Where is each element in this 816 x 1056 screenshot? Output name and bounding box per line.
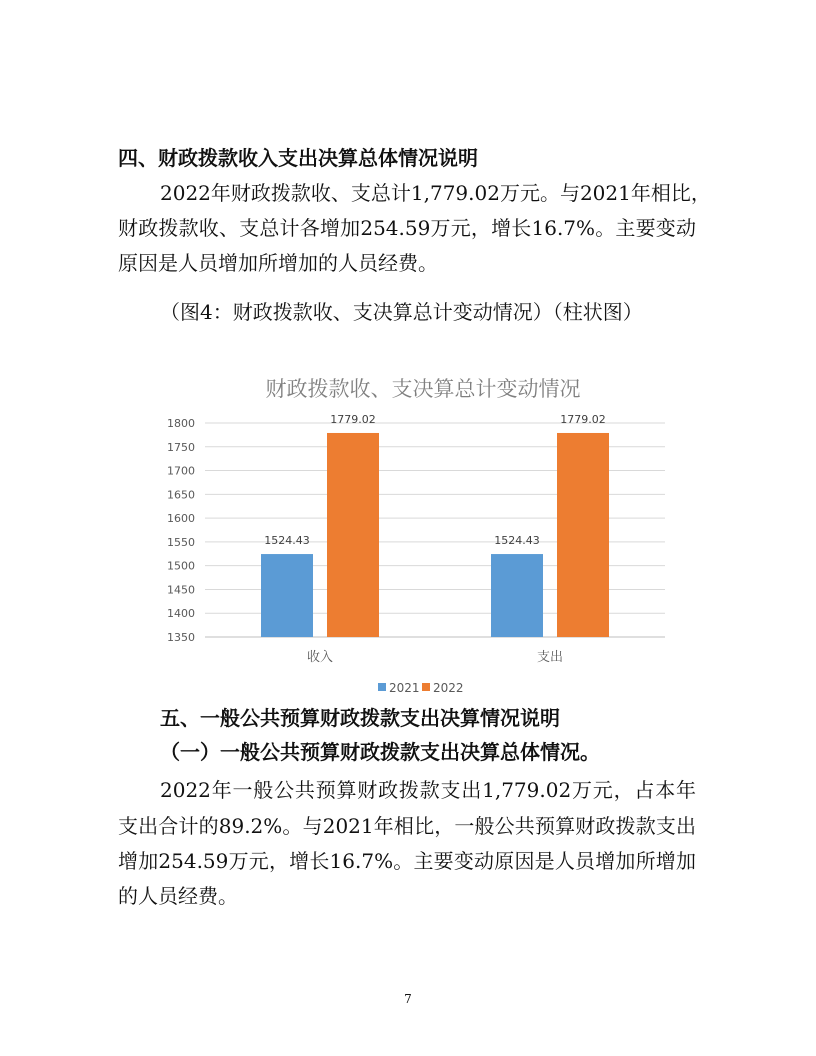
section5-subheading: （一）一般公共预算财政拨款支出决算总体情况。 (160, 740, 600, 764)
figure-caption: （图4：财政拨款收、支决算总计变动情况）（柱状图） (160, 300, 643, 324)
section5-para-line: 2022年一般公共预算财政拨款支出1,779.02万元，占本年 (160, 778, 696, 802)
legend-swatch (422, 683, 430, 691)
data-label: 1779.02 (560, 412, 606, 426)
y-tick-label: 1750 (167, 440, 195, 454)
section4-para-line: 2022年财政拨款收、支总计1,779.02万元。与2021年相比， (160, 181, 711, 205)
legend-label: 2022 (433, 681, 464, 695)
y-tick-label: 1600 (167, 512, 195, 526)
y-tick-label: 1350 (167, 631, 195, 644)
section5-heading: 五、一般公共预算财政拨款支出决算情况说明 (160, 706, 560, 730)
chart-title: 财政拨款收、支决算总计变动情况 (265, 377, 581, 401)
data-label: 1524.43 (494, 534, 540, 548)
y-tick-label: 1700 (167, 464, 195, 478)
bar-2022 (327, 433, 379, 637)
bar-2021 (491, 554, 543, 637)
x-tick-label: 收入 (306, 650, 334, 665)
section4-heading: 四、财政拨款收入支出决算总体情况说明 (118, 146, 478, 170)
section5-para-line: 增加254.59万元，增长16.7%。主要变动原因是人员增加所增加 (118, 849, 696, 873)
bar-2022 (557, 433, 609, 637)
legend-label: 2021 (389, 681, 420, 695)
data-label: 1524.43 (264, 534, 310, 548)
y-tick-label: 1450 (167, 583, 195, 597)
page-number: 7 (404, 992, 412, 1006)
section4-para-line: 财政拨款收、支总计各增加254.59万元，增长16.7%。主要变动 (118, 216, 696, 240)
bar-2021 (261, 554, 313, 637)
section4-para-line: 原因是人员增加所增加的人员经费。 (118, 251, 438, 275)
y-tick-label: 1650 (167, 488, 195, 502)
section5-para-line: 支出合计的89.2%。与2021年相比，一般公共预算财政拨款支出 (118, 814, 696, 838)
y-tick-label: 1400 (167, 607, 195, 621)
bar-chart (160, 360, 680, 700)
section5-para-line: 的人员经费。 (118, 884, 238, 908)
y-tick-label: 1550 (167, 535, 195, 549)
y-tick-label: 1500 (167, 559, 195, 573)
legend-swatch (378, 683, 386, 691)
y-tick-label: 1800 (167, 417, 195, 430)
data-label: 1779.02 (330, 412, 376, 426)
x-tick-label: 支出 (536, 650, 564, 665)
